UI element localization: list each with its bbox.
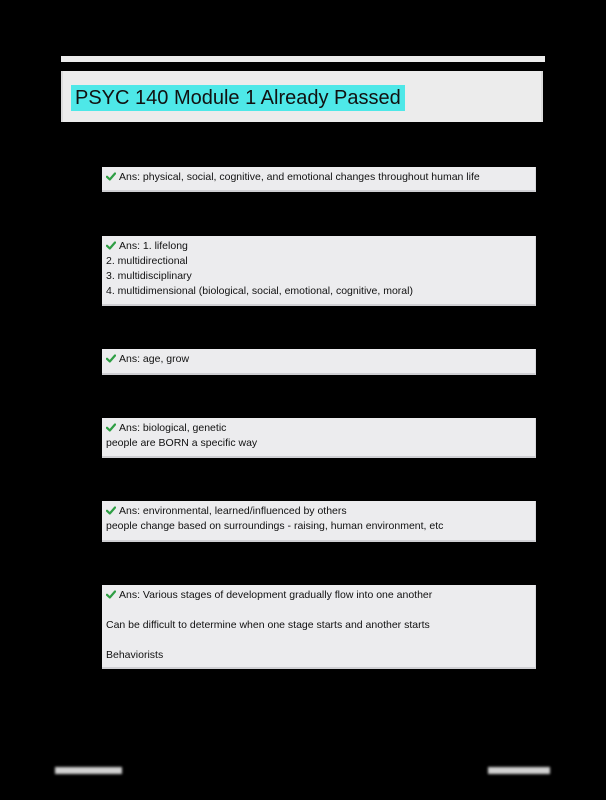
- check-icon: [106, 241, 116, 250]
- answer-line: people change based on surroundings - raising, human environment, etc: [106, 520, 444, 532]
- answer-box-4: [102, 418, 536, 458]
- answer-box-6: [102, 585, 536, 669]
- answer-line: [106, 588, 531, 603]
- answer-line: 2. multidirectional: [106, 255, 188, 267]
- footer-page-number: [488, 767, 550, 774]
- answer-box-2: [102, 236, 536, 306]
- answer-line: Behaviorists: [106, 649, 164, 661]
- answer-box-1: [102, 167, 536, 192]
- answer-text: Ans: Various stages of development gradually flow into one another: [119, 589, 433, 601]
- check-icon: [106, 172, 116, 181]
- answer-line: [106, 239, 531, 254]
- title-banner: [61, 71, 543, 122]
- answer-line: [106, 170, 531, 185]
- answer-line: [106, 421, 531, 436]
- top-divider: [61, 56, 545, 62]
- check-icon: [106, 354, 116, 363]
- answer-line: 3. multidisciplinary: [106, 270, 192, 282]
- answer-text: Ans: age, grow: [119, 353, 190, 365]
- answer-line: [106, 352, 531, 367]
- blank-line: [106, 633, 531, 648]
- answer-box-5: [102, 501, 536, 542]
- answer-text: Ans: environmental, learned/influenced by others: [119, 505, 347, 517]
- answer-text: Ans: physical, social, cognitive, and emotional changes throughout human life: [119, 171, 480, 183]
- answer-line: [106, 504, 531, 519]
- answer-line: people are BORN a specific way: [106, 437, 258, 449]
- answer-line: 4. multidimensional (biological, social, emotional, cognitive, moral): [106, 285, 413, 297]
- answer-text: Ans: 1. lifelong: [119, 240, 188, 252]
- check-icon: [106, 423, 116, 432]
- check-icon: [106, 506, 116, 515]
- answer-text: Ans: biological, genetic: [119, 422, 227, 434]
- page-title: PSYC 140 Module 1 Already Passed: [71, 85, 405, 111]
- check-icon: [106, 590, 116, 599]
- blank-line: [106, 603, 531, 618]
- answer-line: Can be difficult to determine when one stage starts and another starts: [106, 619, 430, 631]
- answer-box-3: [102, 349, 536, 375]
- footer-watermark-left: [55, 767, 122, 774]
